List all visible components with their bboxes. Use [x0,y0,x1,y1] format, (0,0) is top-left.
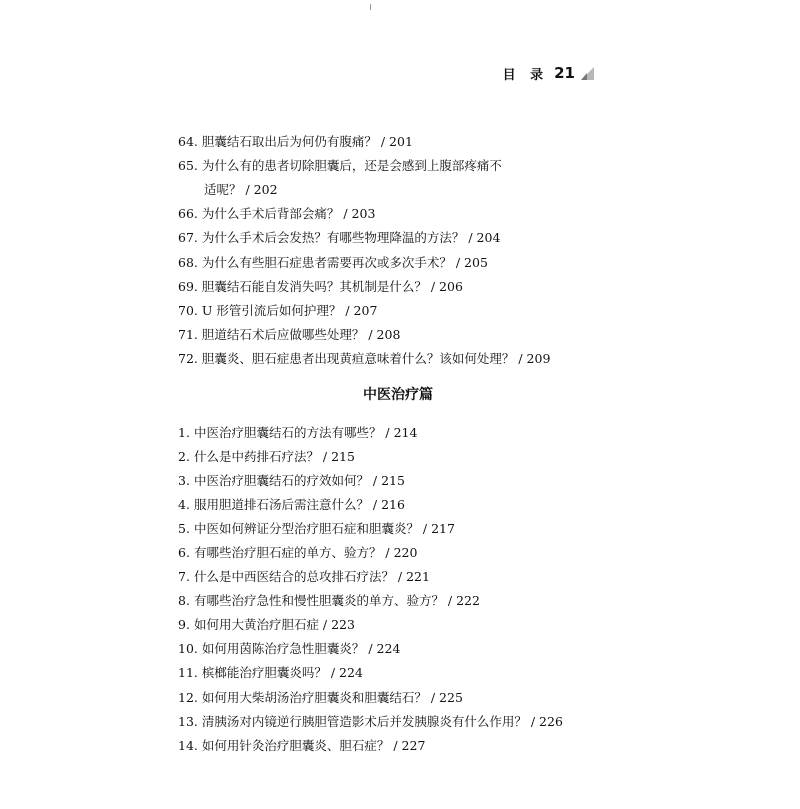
toc-entry: 14. 如何用针灸治疗胆囊炎、胆石症？ / 227 [178,738,426,753]
toc-entry: 9. 如何用大黄治疗胆石症 / 223 [178,617,355,632]
toc-entry: 4. 服用胆道排石汤后需注意什么？ / 216 [178,497,405,512]
toc-entry: 1. 中医治疗胆囊结石的方法有哪些？ / 214 [178,425,418,440]
print-tick-mark [370,4,371,10]
toc-entry: 6. 有哪些治疗胆石症的单方、验方？ / 220 [178,545,418,560]
toc-entry: 71. 胆道结石术后应做哪些处理？ / 208 [178,327,401,342]
section-title: 中医治疗篇 [363,387,433,403]
toc-entry: 66. 为什么手术后背部会痛？ / 203 [178,206,376,221]
toc-entry: 69. 胆囊结石能自发消失吗？其机制是什么？ / 206 [178,279,463,294]
toc-entry: 12. 如何用大柴胡汤治疗胆囊炎和胆囊结石？ / 225 [178,690,463,705]
toc-entry: 64. 胆囊结石取出后为何仍有腹痛？ / 201 [178,134,413,149]
toc-entry: 8. 有哪些治疗急性和慢性胆囊炎的单方、验方？ / 222 [178,593,480,608]
toc-entry: 3. 中医治疗胆囊结石的疗效如何？ / 215 [178,473,405,488]
toc-entry: 70. U 形管引流后如何护理？ / 207 [178,303,378,318]
toc-entry: 13. 清胰汤对内镜逆行胰胆管造影术后并发胰腺炎有什么作用？ / 226 [178,714,563,729]
toc-entry: 10. 如何用茵陈治疗急性胆囊炎？ / 224 [178,641,401,656]
header-label: 目 录 [502,67,549,83]
corner-triangle-icon [581,67,594,80]
toc-entry: 72. 胆囊炎、胆石症患者出现黄疸意味着什么？该如何处理？ / 209 [178,351,551,366]
toc-entry: 65. 为什么有的患者切除胆囊后，还是会感到上腹部疼痛不 [178,158,502,173]
page-number: 21 [554,64,575,82]
toc-entry: 5. 中医如何辨证分型治疗胆石症和胆囊炎？ / 217 [178,521,455,536]
running-header [503,62,594,84]
toc-entry: 7. 什么是中西医结合的总攻排石疗法？ / 221 [178,569,430,584]
toc-entry: 68. 为什么有些胆石症患者需要再次或多次手术？ / 205 [178,255,488,270]
toc-entry: 67. 为什么手术后会发热？有哪些物理降温的方法？ / 204 [178,230,501,245]
toc-entry: 11. 槟榔能治疗胆囊炎吗？ / 224 [178,665,363,680]
toc-entry-continuation: 适呢？ / 202 [204,182,278,197]
toc-entry: 2. 什么是中药排石疗法？ / 215 [178,449,355,464]
